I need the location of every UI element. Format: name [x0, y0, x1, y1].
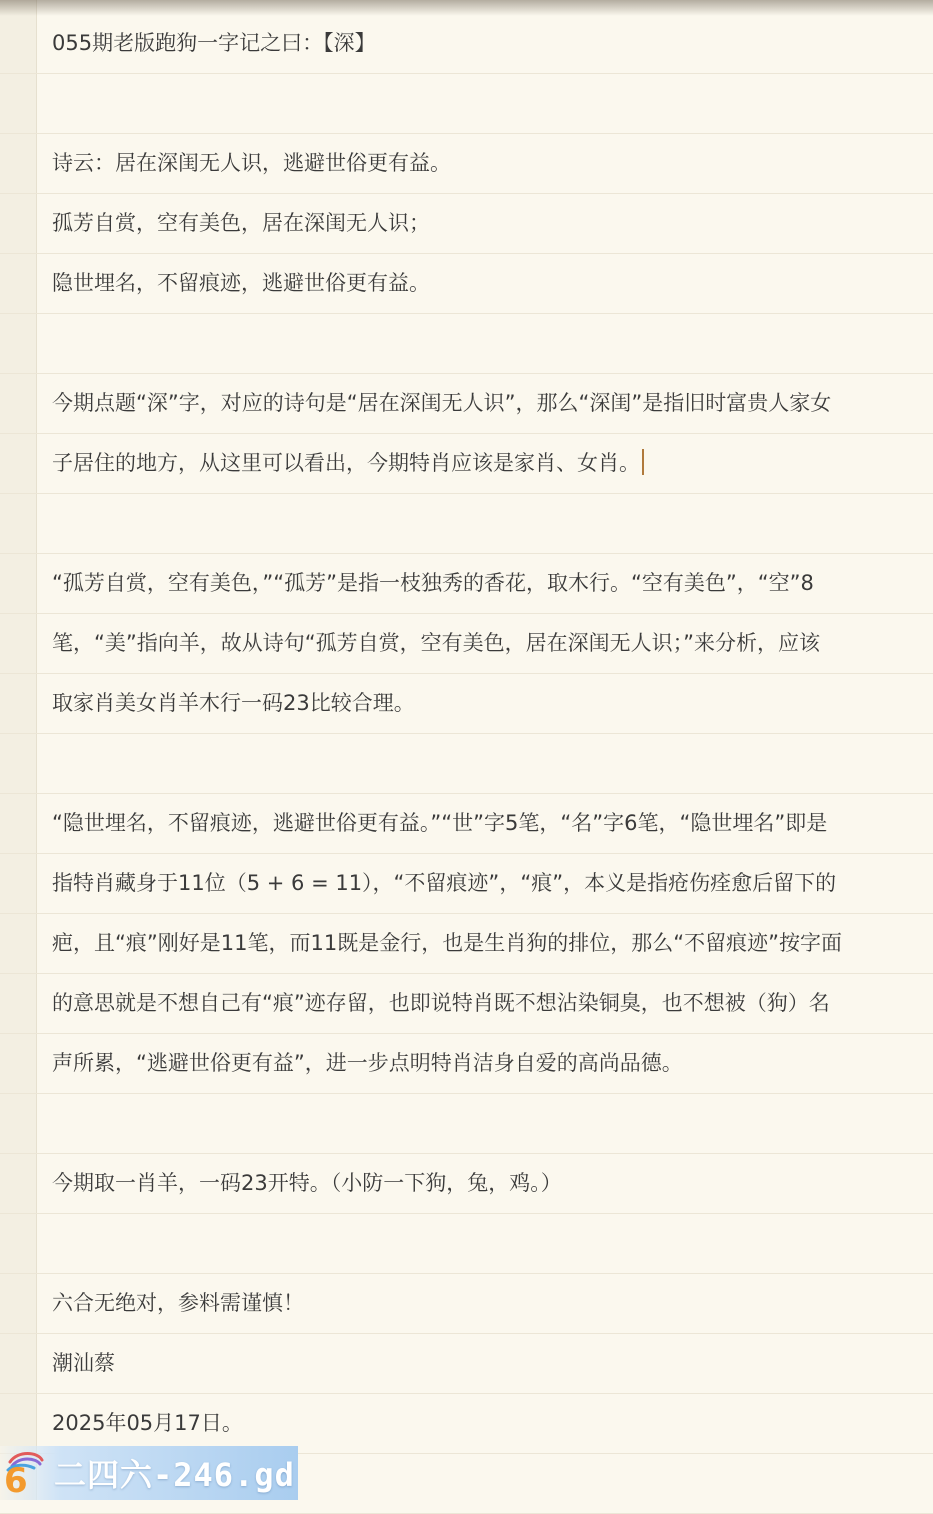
note-line-text: 055期老版跑狗一字记之曰：【深】 [52, 31, 376, 55]
note-line-text: “孤芳自赏，空有美色，”“孤芳”是指一枝独秀的香花，取木行。“空有美色”，“空”8 [52, 571, 814, 595]
note-line-text: 声所累，“逃避世俗更有益”，进一步点明特肖洁身自爱的高尚品德。 [52, 1051, 683, 1075]
note-line-text: 今期点题“深”字，对应的诗句是“居在深闺无人识”，那么“深闺”是指旧时富贵人家女 [52, 391, 832, 415]
note-line-text: 指特肖藏身于11位（5 + 6 = 11），“不留痕迹”，“痕”，本义是指疮伤痊愈后留下的 [52, 871, 837, 895]
note-line-text: 孤芳自赏，空有美色，居在深闺无人识； [52, 211, 430, 235]
note-line[interactable] [0, 194, 933, 254]
note-line-text: 的意思就是不想自己有“痕”迹存留，也即说特肖既不想沾染铜臭，也不想被（狗）名 [52, 991, 830, 1015]
note-line[interactable] [0, 1034, 933, 1094]
note-line[interactable] [0, 14, 933, 74]
logo-char: 6 [4, 1461, 28, 1500]
note-line-text [52, 448, 644, 478]
site-logo-icon [0, 1446, 46, 1500]
note-line-text: 笔，“美”指向羊，故从诗句“孤芳自赏，空有美色，居在深闺无人识；”来分析，应该 [52, 631, 821, 655]
note-line[interactable] [0, 134, 933, 194]
active-line-text: 子居住的地方，从这里可以看出，今期特肖应该是家肖、女肖。 [52, 451, 640, 475]
note-line[interactable] [0, 914, 933, 974]
note-line[interactable] [0, 734, 933, 794]
note-line[interactable] [0, 374, 933, 434]
note-line[interactable] [0, 1094, 933, 1154]
text-cursor [642, 449, 644, 475]
note-line-text: “隐世埋名，不留痕迹，逃避世俗更有益。”“世”字5笔，“名”字6笔，“隐世埋名”即是 [52, 811, 828, 835]
note-line[interactable] [0, 494, 933, 554]
note-line[interactable] [0, 1274, 933, 1334]
watermark-text: 二四六-246.gd [54, 1456, 295, 1494]
note-line[interactable] [0, 1154, 933, 1214]
note-line-text: 诗云：居在深闺无人识，逃避世俗更有益。 [52, 151, 451, 175]
note-line[interactable] [0, 314, 933, 374]
note-line-text: 潮汕蔡 [52, 1351, 115, 1375]
note-line[interactable] [0, 74, 933, 134]
note-line-text: 取家肖美女肖羊木行一码23比较合理。 [52, 691, 415, 715]
note-line-active[interactable] [0, 434, 933, 494]
note-line[interactable] [0, 854, 933, 914]
note-line[interactable] [0, 974, 933, 1034]
note-line[interactable] [0, 1334, 933, 1394]
note-line-text: 隐世埋名，不留痕迹，逃避世俗更有益。 [52, 271, 430, 295]
note-line[interactable] [0, 614, 933, 674]
logo-swirl-icon [0, 1446, 46, 1500]
note-line[interactable] [0, 554, 933, 614]
note-line[interactable] [0, 1214, 933, 1274]
note-editor[interactable] [0, 14, 933, 1514]
note-line[interactable] [0, 674, 933, 734]
note-line-text: 六合无绝对，参料需谨慎！ [52, 1291, 304, 1315]
note-line-text: 2025年05月17日。 [52, 1411, 243, 1435]
note-line[interactable] [0, 254, 933, 314]
note-line-text: 今期取一肖羊，一码23开特。（小防一下狗，兔，鸡。） [52, 1171, 562, 1195]
top-shadow [0, 0, 933, 16]
note-line[interactable] [0, 794, 933, 854]
note-line[interactable] [0, 1394, 933, 1454]
site-watermark [0, 1446, 298, 1500]
note-line-text: 疤，且“痕”刚好是11笔，而11既是金行，也是生肖狗的排位，那么“不留痕迹”按字面 [52, 931, 842, 955]
